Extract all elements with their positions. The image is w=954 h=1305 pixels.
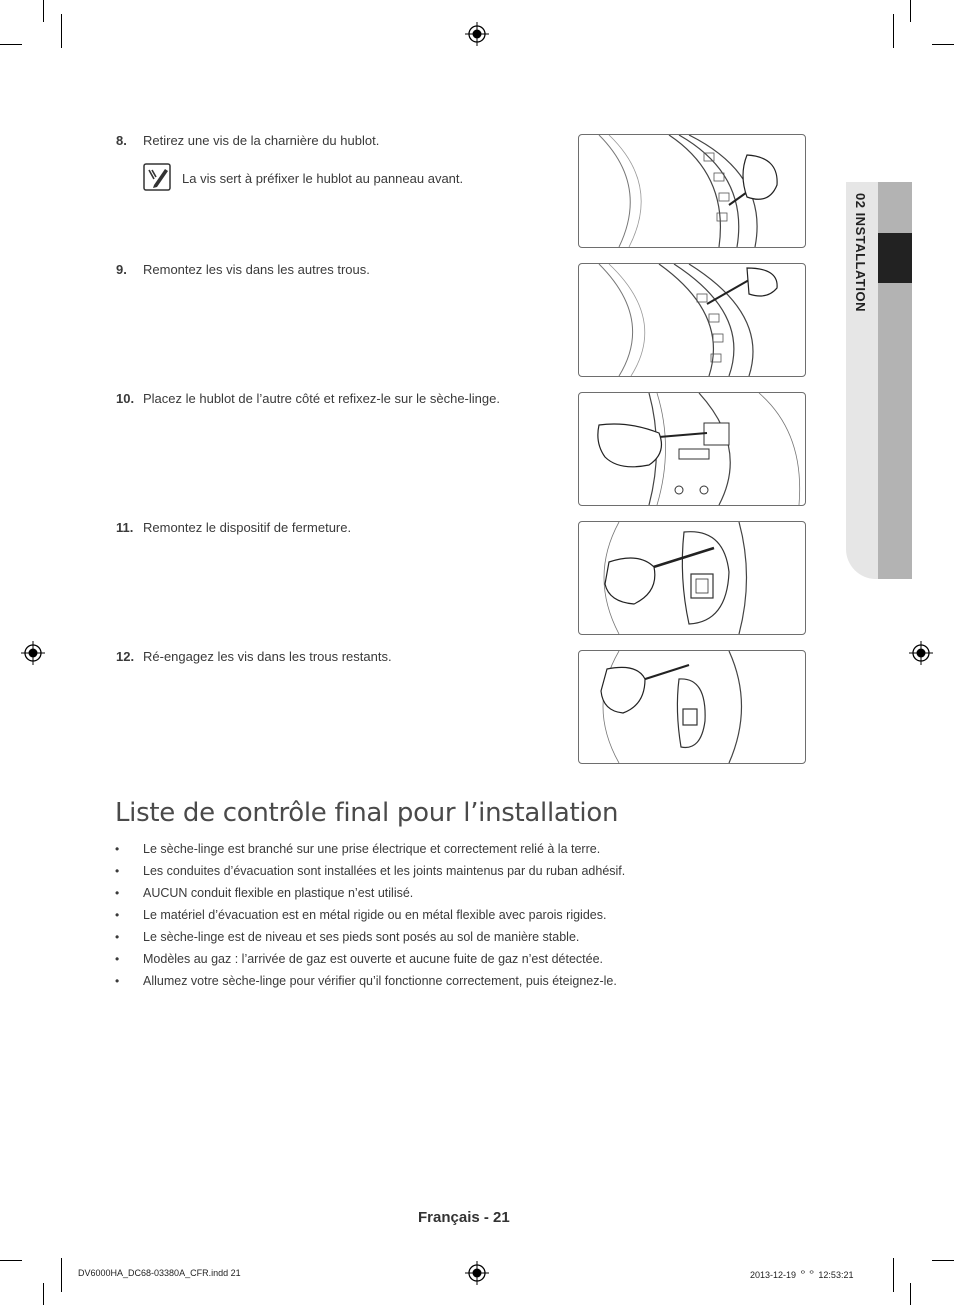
registration-mark-right-icon: [909, 641, 933, 665]
chapter-tab-label: 02 INSTALLATION: [853, 193, 868, 312]
registration-mark-top-icon: [465, 22, 489, 46]
illustration-reinstall-screws: [578, 263, 806, 377]
registration-mark-bottom-icon: [465, 1261, 489, 1285]
step-number: 11.: [116, 520, 134, 535]
step-text: Retirez une vis de la charnière du hublot.: [143, 133, 380, 148]
checklist-item: • Modèles au gaz : l’arrivée de gaz est ouverte et aucune fuite de gaz n’est détectée.: [115, 950, 755, 972]
checklist: [115, 840, 755, 994]
chapter-tab-marker: [878, 233, 912, 283]
imprint-file: DV6000HA_DC68-03380A_CFR.indd 21: [78, 1268, 241, 1278]
step-number: 9.: [116, 262, 127, 277]
imprint-date: 2013-12-19 ᄋᄋ 12:53:21: [750, 1270, 854, 1280]
section-title: Liste de contrôle final pour l’installation: [115, 798, 619, 828]
checklist-item: • Le sèche-linge est de niveau et ses pieds sont posés au sol de manière stable.: [115, 928, 755, 950]
checklist-item: • AUCUN conduit flexible en plastique n’est utilisé.: [115, 884, 755, 906]
step-text: Ré-engagez les vis dans les trous restants.: [143, 649, 392, 664]
checklist-item: • Les conduites d’évacuation sont installées et les joints maintenus par du ruban adhésif.: [115, 862, 755, 884]
step-text: Placez le hublot de l’autre côté et refixez-le sur le sèche-linge.: [143, 391, 500, 406]
checklist-item: • Allumez votre sèche-linge pour vérifier qu’il fonctionne correctement, puis éteignez-le.: [115, 972, 755, 994]
step-text: Remontez le dispositif de fermeture.: [143, 520, 352, 535]
page-number: Français - 21: [418, 1209, 510, 1226]
step-text: Remontez les vis dans les autres trous.: [143, 262, 370, 277]
note-text: La vis sert à préfixer le hublot au panneau avant.: [182, 171, 464, 186]
illustration-hinge-screw: [578, 134, 806, 248]
registration-mark-left-icon: [21, 641, 45, 665]
illustration-remaining-screws: [578, 650, 806, 764]
checklist-item: • Le matériel d’évacuation est en métal rigide ou en métal flexible avec parois rigides.: [115, 906, 755, 928]
step-number: 12.: [116, 649, 135, 664]
illustration-lock-device: [578, 521, 806, 635]
checklist-item: • Le sèche-linge est branché sur une prise électrique et correctement relié à la terre.: [115, 840, 755, 862]
note-pencil-icon: [143, 163, 171, 191]
illustration-refit-door: [578, 392, 806, 506]
step-number: 10.: [116, 391, 135, 406]
step-number: 8.: [116, 133, 127, 148]
